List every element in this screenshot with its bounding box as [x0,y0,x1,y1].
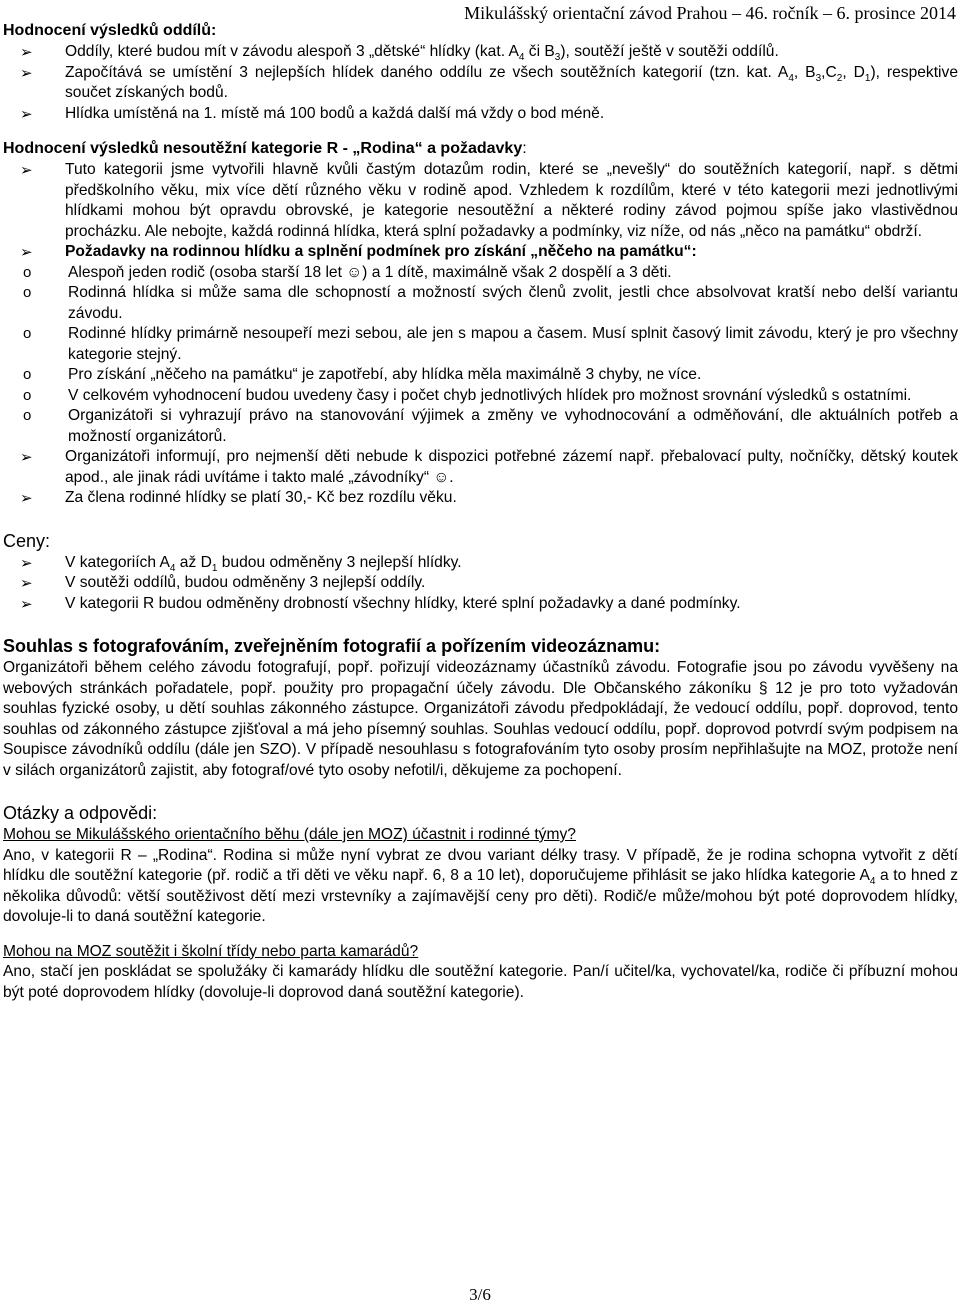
circle-bullet-icon: o [23,366,32,383]
list-item: ➢ Oddíly, které budou mít v závodu alespoň 3 „dětské“ hlídky (kat. $A_4$ či $B_3$), soutěží ještě v soutěži oddílů. [20,43,779,64]
arrow-bullet-icon: ➢ [20,554,33,572]
list-item: o Pro získání „něčeho na památku“ je zapotřebí, aby hlídka měla maximálně 3 chyby, ne více. [3,365,958,386]
circle-bullet-icon: o [23,284,32,301]
arrow-bullet-icon: ➢ [20,162,33,179]
arrow-bullet-icon: ➢ [20,595,33,613]
answer-1: Ano, v kategorii R – „Rodina“. Rodina si může nyní vybrat ze dvou variant délky trasy. V případě, že je rodina schopna vytvořit z dětí hlídku dle soutěžní kategorie (př. rodič a tři děti ve věku např. 6, 8 a 10 let), doporučujeme přihlásit se jako hlídka kategorie $A_4$ a to hned z několika důvodů: větší soutěživost dětí mezi vrstevníky a zajímavější ceny pro děti). Rodič/e může/mohou být poté doprovodem hlídky, dovoluje-li to daná soutěžní kategorie. [3,846,958,925]
arrow-bullet-icon: ➢ [20,490,33,507]
list-item: o Rodinné hlídky primárně nesoupeří mezi sebou, ale jen s mapou a časem. Musí splnit časový limit závodu, který je pro všechny kategorie stejný. [23,325,958,363]
list-item: ➢ V kategorii R budou odměněny drobností všechny hlídky, které splní požadavky a dané podmínky. [20,594,741,613]
document-body [3,0,958,1003]
list-item: ➢ Tuto kategorii jsme vytvořili hlavně kvůli častým dotazům rodin, které se „nevešly“ do soutěžních kategorií, např. s dětmi předškolního věku, mix více dětí různého věku v rodině apod. Vzhledem k rozdílům, které v této kategorii mezi jednotlivými hlídkami mohou být opravdu obrovské, je kategorie nesoutěžní a některé rodiny závod pojmou spíše jako vlastivědnou procházku. Ale nebojte, každá rodinná hlídka, která splní požadavky a podmínky, viz níže, od nás „něco na památku“ obdrží. [20,161,958,240]
list-item: ➢ V kategoriích $A_4$ až $D_1$ budou odměněny 3 nejlepší hlídky. [20,553,462,574]
answer-2: Ano, stačí jen poskládat se spolužáky či kamarády hlídku dle soutěžní kategorie. Pan/í učitel/ka, vychovatel/ka, rodiče či příbuzní mohou být poté doprovodem hlídky (dovoluje-li doprovod daná soutěžní kategorie). [3,963,958,1001]
section-title-souhlas: Souhlas s fotografováním, zveřejněním fotografií a pořízením videozáznamu: [3,636,661,656]
arrow-bullet-icon: ➢ [20,244,33,261]
question-2: Mohou na MOZ soutěžit i školní třídy nebo parta kamarádů? [3,942,419,960]
list-item: o Rodinná hlídka si může sama dle schopností a možností svých členů zvolit, jestli chce absolvovat kratší nebo delší variantu závodu. [23,284,958,322]
section-title-otazky: Otázky a odpovědi: [3,803,158,823]
ceny-list [3,553,958,615]
page-header: Mikulášský orientační závod Prahou – 46. ročník – 6. prosince 2014 [464,3,956,23]
arrow-bullet-icon: ➢ [20,575,33,592]
rodina-list [3,160,958,509]
circle-bullet-icon: o [23,325,32,342]
section-title-ceny: Ceny: [3,530,51,551]
circle-bullet-icon: o [23,407,32,424]
souhlas-paragraph: Organizátoři během celého závodu fotografují, popř. pořizují videozáznamy účastníků závodu. Fotografie jsou po závodu vyvěšeny na webových stránkách pořadatele, popř. použity pro propagační účely závodu. Dle Občanského zákoníku § 12 je pro toto vyžadován souhlas fyzické osoby, u dětí souhlas zákonného zástupce. Organizátoři závodu předpokládají, že vedoucí oddílu, popř. doprovod, tento souhlas od zákonného zástupce zjišťoval a má jeho písemný souhlas. Souhlas vedoucí oddílu, popř. doprovod potvrdí svým podpisem na Soupisce závodníků oddílu (dále jen SZO). V případě nesouhlasu s fotografováním tyto osoby prosím nepřihlašujte na MOZ, protože není v silách organizátorů zajistit, aby fotograf/ové tyto osoby nefotil/i, děkujeme za pochopení. [3,659,958,779]
list-item: o V celkovém vyhodnocení budou uvedeny časy i počet chyb jednotlivých hlídek pro možnost srovnání výsledků s ostatními. [3,386,958,407]
requirements-list [3,263,958,448]
list-item: ➢ Organizátoři informují, pro nejmenší děti nebude k dispozici potřebné zázemí např. přebalovací pulty, nočníčky, dětský koutek apod., ale jinak rádi uvítáme i takto malé „závodníky“ ☺. [20,448,958,486]
arrow-bullet-icon: ➢ [20,44,33,61]
list-item: ➢ Požadavky na rodinnou hlídku a splnění podmínek pro získání „něčeho na památku“: o Alespoň jeden rodič (osoba starší 18 let ☺) a 1 dítě, maximálně však 2 dospělí a 3 děti. o Rodinná hlídka si může sama dle schopností a možností svých členů zvolit, jestli chce absolvovat kratší nebo delší variantu závodu. o Rodinné hlídky primárně nesoupeří mezi sebou, ale jen s mapou a časem. Musí splnit časový limit závodu, který je pro všechny kategorie stejný. o Pro získání „něčeho na památku“ je zapotřebí, aby hlídka měla maximálně 3 chyby, ne více. o V celkovém vyhodnocení budou uvedeny časy i počet chyb jednotlivých hlídek pro možnost srovnání výsledků s ostatními. o Organizátoři si vyhrazují právo na stanovování výjimek a změny ve vyhodnocování a odměňování, dle aktuálních potřeb a možností organizátorů. [3,242,958,447]
arrow-bullet-icon: ➢ [20,449,33,466]
list-item: o Alespoň jeden rodič (osoba starší 18 let ☺) a 1 dítě, maximálně však 2 dospělí a 3 děti. [3,263,958,284]
circle-bullet-icon: o [23,263,32,281]
oddily-list [3,42,958,124]
list-item: ➢ Hlídka umístěná na 1. místě má 100 bodů a každá další má vždy o bod méně. [20,104,605,123]
list-item: o Organizátoři si vyhrazují právo na stanovování výjimek a změny ve vyhodnocování a odměňování, dle aktuálních potřeb a možností organizátorů. [23,407,958,445]
list-item: ➢ V soutěži oddílů, budou odměněny 3 nejlepší oddíly. [20,574,426,592]
question-1: Mohou se Mikulášského orientačního běhu (dále jen MOZ) účastnit i rodinné týmy? [3,826,576,843]
arrow-bullet-icon: ➢ [20,64,33,82]
circle-bullet-icon: o [23,386,32,404]
arrow-bullet-icon: ➢ [20,105,33,123]
section-title-rodina: Hodnocení výsledků nesoutěžní kategorie R - „Rodina“ a požadavky: [3,140,527,157]
section-title-oddily: Hodnocení výsledků oddílů: [3,22,217,39]
list-item: ➢ Započítává se umístění 3 nejlepších hlídek daného oddílu ze všech soutěžních kategorií (tzn. kat. $A_4$, $B_3,C_2$, $D_1$), respektive součet získaných bodů. [20,63,958,101]
page-number: 3/6 [469,1285,491,1304]
list-item: ➢ Za člena rodinné hlídky se platí 30,- Kč bez rozdílu věku. [20,489,457,507]
